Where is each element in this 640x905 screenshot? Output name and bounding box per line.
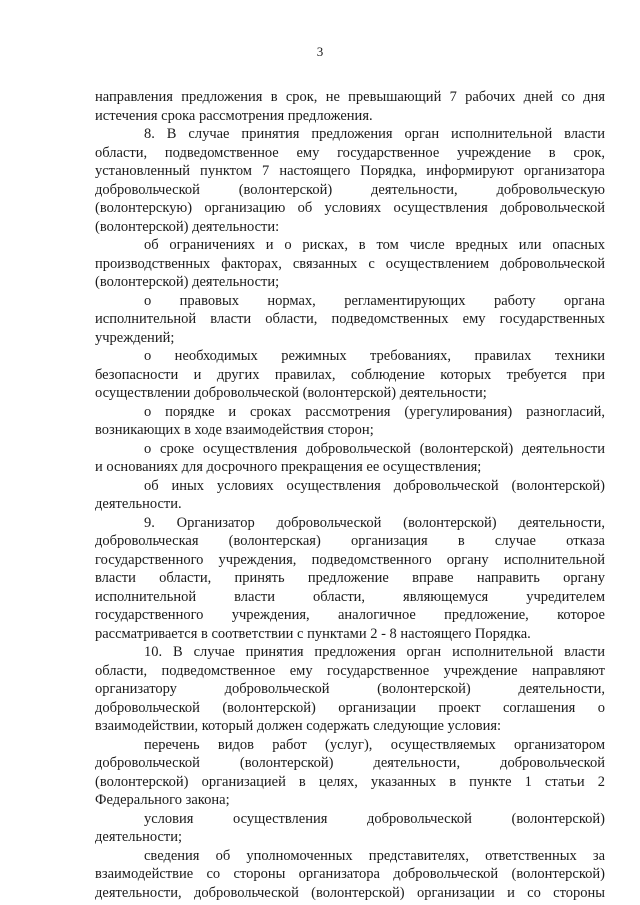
paragraph-line: области, подведомственное ему государственное учреждение в срок, [95,144,605,161]
document-body [95,88,605,902]
paragraph-line: добровольческой (волонтерской) деятельности, добровольческую [95,181,605,198]
paragraph-line: деятельности, добровольческой (волонтерской) организации и со стороны [95,884,605,901]
paragraph-line: добровольческой (волонтерской) организации проект соглашения о [95,699,605,716]
paragraph-line: истечения срока рассмотрения предложения. [95,107,373,124]
paragraph-line: власти области, принять предложение вправе направить органу [95,570,605,586]
paragraph-line: учреждений; [95,329,175,346]
paragraph-line: перечень видов работ (услуг), осуществляемых организатором [144,736,605,753]
paragraph-line: организатору добровольческой (волонтерской) деятельности, [95,681,605,697]
paragraph-line: возникающих в ходе взаимодействия сторон; [95,422,374,438]
paragraph-line: осуществлении добровольческой (волонтерской) деятельности; [95,385,487,401]
paragraph-line: области, подведомственное ему государственное учреждение направляют [95,662,605,679]
paragraph-line: исполнительной власти области, являющемуся учредителем [95,588,605,605]
paragraph-line: о сроке осуществления добровольческой (волонтерской) деятельности [144,440,605,457]
paragraph-line: исполнительной власти области, подведомственных ему государственных [95,311,605,327]
paragraph-line: взаимодействие со стороны организатора добровольческой (волонтерской) [95,866,605,882]
paragraph-line: (волонтерской) деятельности: [95,218,280,235]
paragraph-line: государственного учреждения, аналогичное предложение, которое [95,607,605,623]
paragraph-line: 9. Организатор добровольческой (волонтерской) деятельности, [144,514,605,531]
paragraph-line: об ограничениях и о рисках, в том числе вредных или опасных [144,237,605,253]
paragraph-line: производственных факторах, связанных с осуществлением добровольческой [95,255,605,272]
paragraph-line: добровольческой (волонтерской) деятельности, добровольческой [95,755,605,771]
paragraph-line: государственного учреждения, подведомственного органу исполнительной [95,551,605,568]
paragraph-line: рассматривается в соответствии с пунктами 2 - 8 настоящего Порядка. [95,625,531,642]
paragraph-line: взаимодействии, который должен содержать следующие условия: [95,718,502,734]
paragraph-line: 8. В случае принятия предложения орган исполнительной власти [144,126,605,142]
paragraph-line: направления предложения в срок, не превышающий 7 рабочих дней со дня [95,89,605,105]
paragraph-line: условия осуществления добровольческой (волонтерской) [144,810,605,827]
paragraph-line: добровольческая (волонтерская) организация в случае отказа [95,533,605,549]
paragraph-line: об иных условиях осуществления добровольческой (волонтерской) [144,477,605,494]
paragraph-line: Федерального закона; [95,792,230,808]
paragraph-line: и основаниях для досрочного прекращения ее осуществления; [95,459,482,475]
page-number: 3 [316,44,324,59]
paragraph-line: деятельности. [95,496,182,512]
paragraph-line: о правовых нормах, регламентирующих работу органа [144,292,605,309]
paragraph-line: о порядке и сроках рассмотрения (урегулирования) разногласий, [144,403,605,420]
paragraph-line: установленный пунктом 7 настоящего Порядка, информируют организатора [95,163,605,179]
paragraph-line: (волонтерской) организацией в целях, указанных в пункте 1 статьи 2 [95,773,605,790]
paragraph-line: деятельности; [95,829,183,845]
paragraph-line: (волонтерской) деятельности; [95,274,280,290]
paragraph-line: безопасности и других правилах, соблюдение которых требуется при [95,366,605,383]
paragraph-line: сведения об уполномоченных представителях, ответственных за [144,847,605,864]
paragraph-line: 10. В случае принятия предложения орган исполнительной власти [144,644,605,660]
paragraph-line: о необходимых режимных требованиях, правилах техники [144,348,605,364]
paragraph-line: (волонтерскую) организацию об условиях осуществления добровольческой [95,200,605,216]
